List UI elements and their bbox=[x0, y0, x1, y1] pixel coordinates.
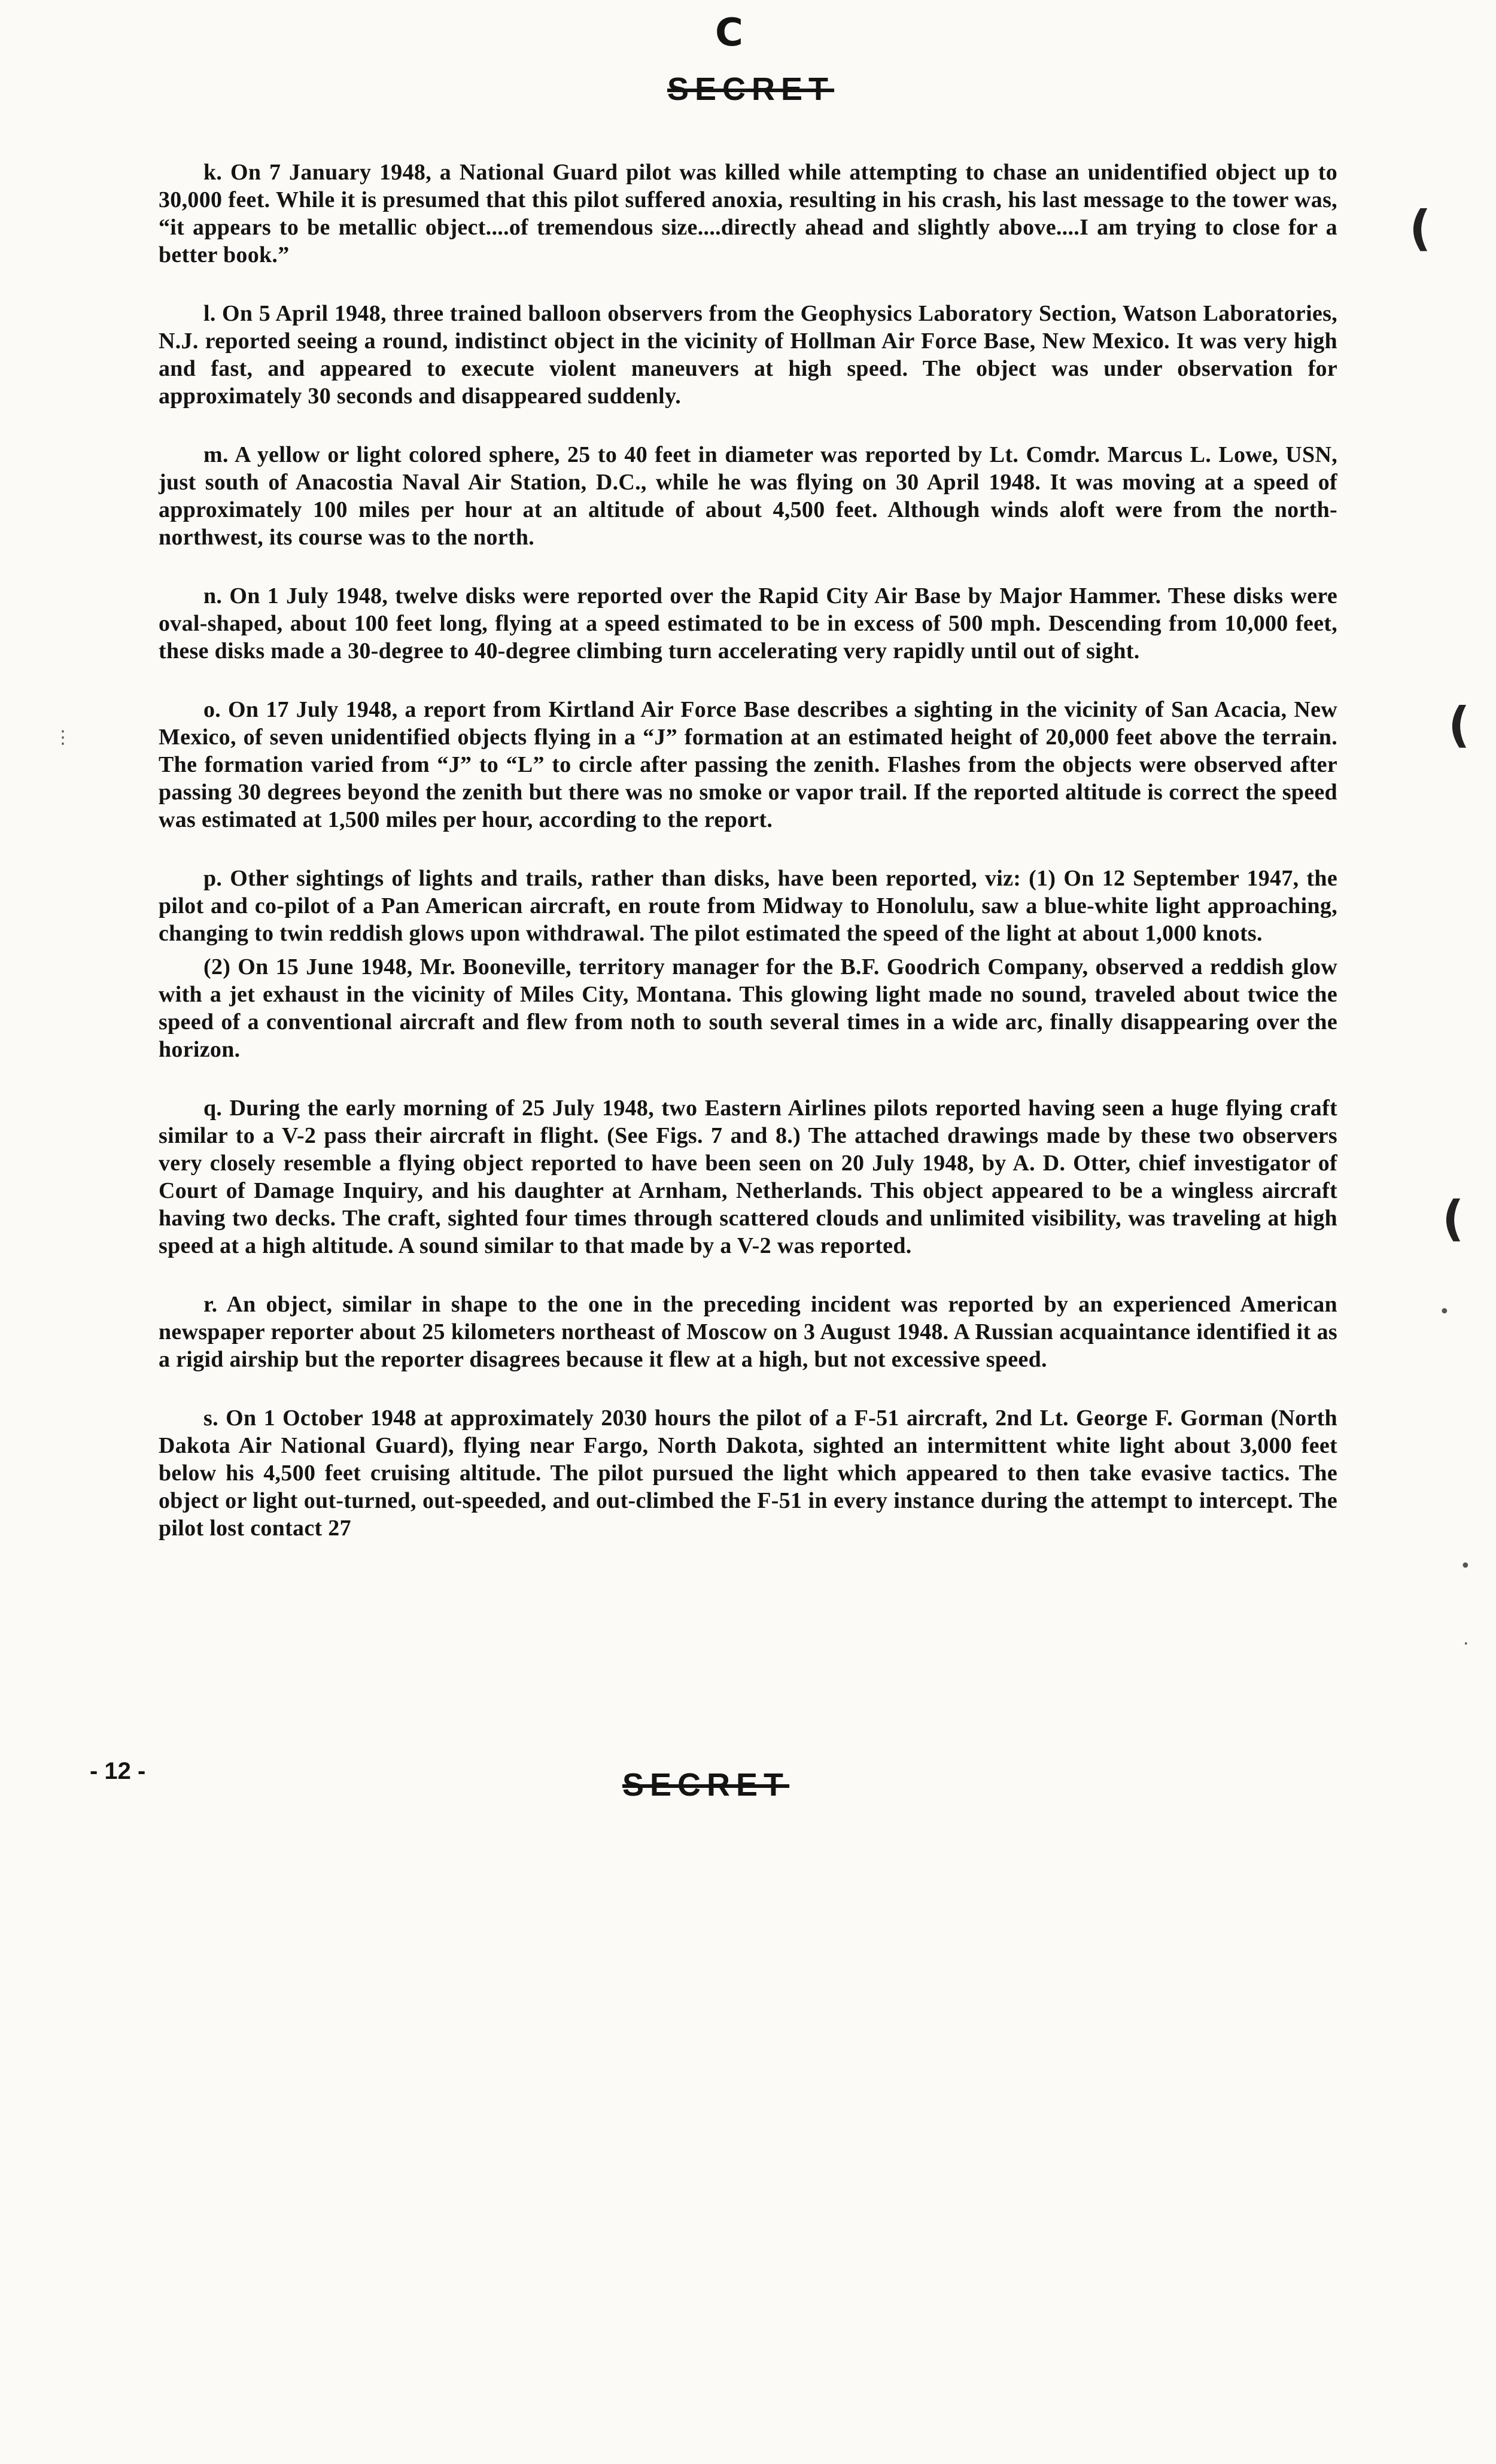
scan-speck: • bbox=[1439, 1301, 1450, 1322]
paragraph-k: k. On 7 January 1948, a National Guard pilot was killed while attempting to chase an unidentified object up to 30,000 feet. While it is presumed that this pilot suffered anoxia, resulting in his crash, his last message to the tower was, “it appears to be metallic object....of tremendous size....directly ahead and slightly above....I am trying to close for a better book.” bbox=[159, 160, 1337, 267]
binding-hole-mark: ( bbox=[1442, 1191, 1464, 1246]
classification-footer: SECRET bbox=[622, 1767, 790, 1803]
scan-speck: · bbox=[1463, 1633, 1469, 1654]
paragraph-p2: (2) On 15 June 1948, Mr. Booneville, territory manager for the B.F. Goodrich Company, observed a reddish glow with a jet exhaust in the vicinity of Miles City, Montana. This glowing light made no sound, traveled about twice the speed of a conventional aircraft and flew from noth to south several times in a wide arc, finally disappearing over the horizon. bbox=[159, 954, 1337, 1062]
document-body bbox=[159, 159, 1337, 1573]
paragraph-l: l. On 5 April 1948, three trained balloon observers from the Geophysics Laboratory Section, Watson Laboratories, N.J. reported seeing a round, indistinct object in the vicinity of Hollman Air Force Base, New Mexico. It was very high and fast, and appeared to execute violent maneuvers at high speed. The object was under observation for approximately 30 seconds and disappeared suddenly. bbox=[159, 301, 1337, 409]
paragraph-s: s. On 1 October 1948 at approximately 2030 hours the pilot of a F-51 aircraft, 2nd Lt. George F. Gorman (North Dakota Air National Guard), flying near Fargo, North Dakota, sighted an intermittent white light about 3,000 feet below his 4,500 feet cruising altitude. The pilot pursued the light which appeared to then take evasive tactics. The object or light out-turned, out-speeded, and out-climbed the F-51 in every instance during the attempt to intercept. The pilot lost contact 27 bbox=[159, 1406, 1337, 1541]
classification-header: SECRET bbox=[667, 71, 835, 107]
scan-speck: • bbox=[1460, 1556, 1471, 1577]
binding-hole-mark: ( bbox=[1409, 200, 1431, 256]
paragraph-r: r. An object, similar in shape to the one in the preceding incident was reported by an experienced American newspaper reporter about 25 kilometers northeast of Moscow on 3 August 1948. A Russian acquaintance identified it as a rigid airship but the reporter disagrees because it flew at a high, but not excessive speed. bbox=[159, 1292, 1337, 1372]
paragraph-o: o. On 17 July 1948, a report from Kirtland Air Force Base describes a sighting in the vicinity of San Acacia, New Mexico, of seven unidentified objects flying in a “J” formation at an estimated height of 20,000 feet above the terrain. The formation varied from “J” to “L” to circle after passing the zenith. Flashes from the objects were observed after passing 30 degrees beyond the zenith but there was no smoke or vapor trail. If the reported altitude is correct the speed was estimated at 1,500 miles per hour, according to the report. bbox=[159, 697, 1337, 832]
paragraph-p1: p. Other sightings of lights and trails, rather than disks, have been reported, viz: (1) On 12 September 1947, the pilot and co-pilot of a Pan American aircraft, en route from Midway to Honolulu, saw a blue-white light approaching, changing to twin reddish glows upon withdrawal. The pilot estimated the speed of the light at about 1,000 knots. bbox=[159, 866, 1337, 946]
top-mark: C bbox=[715, 11, 743, 55]
binding-hole-mark: ( bbox=[1448, 697, 1470, 753]
paragraph-n: n. On 1 July 1948, twelve disks were reported over the Rapid City Air Base by Major Hammer. These disks were oval-shaped, about 100 feet long, flying at a speed estimated to be in excess of 500 mph. Descending from 10,000 feet, these disks made a 30-degree to 40-degree climbing turn accelerating very rapidly until out of sight. bbox=[159, 583, 1337, 664]
scan-speck: ⋮ bbox=[54, 727, 72, 748]
paragraph-q: q. During the early morning of 25 July 1948, two Eastern Airlines pilots reported having seen a huge flying craft similar to a V-2 pass their aircraft in flight. (See Figs. 7 and 8.) The attached drawings made by these two observers very closely resemble a flying object reported to have been seen on 20 July 1948, by A. D. Otter, chief investigator of Court of Damage Inquiry, and his daughter at Arnham, Netherlands. This object appeared to be a wingless aircraft having two decks. The craft, sighted four times through scattered clouds and unlimited visibility, was traveling at high speed at a high altitude. A sound similar to that made by a V-2 was reported. bbox=[159, 1096, 1337, 1258]
page-number: - 12 - bbox=[90, 1758, 146, 1784]
paragraph-m: m. A yellow or light colored sphere, 25 to 40 feet in diameter was reported by Lt. Comdr. Marcus L. Lowe, USN, just south of Anacostia Naval Air Station, D.C., while he was flying on 30 April 1948. It was moving at a speed of approximately 100 miles per hour at an altitude of about 4,500 feet. Although winds aloft were from the north-northwest, its course was to the north. bbox=[159, 442, 1337, 550]
